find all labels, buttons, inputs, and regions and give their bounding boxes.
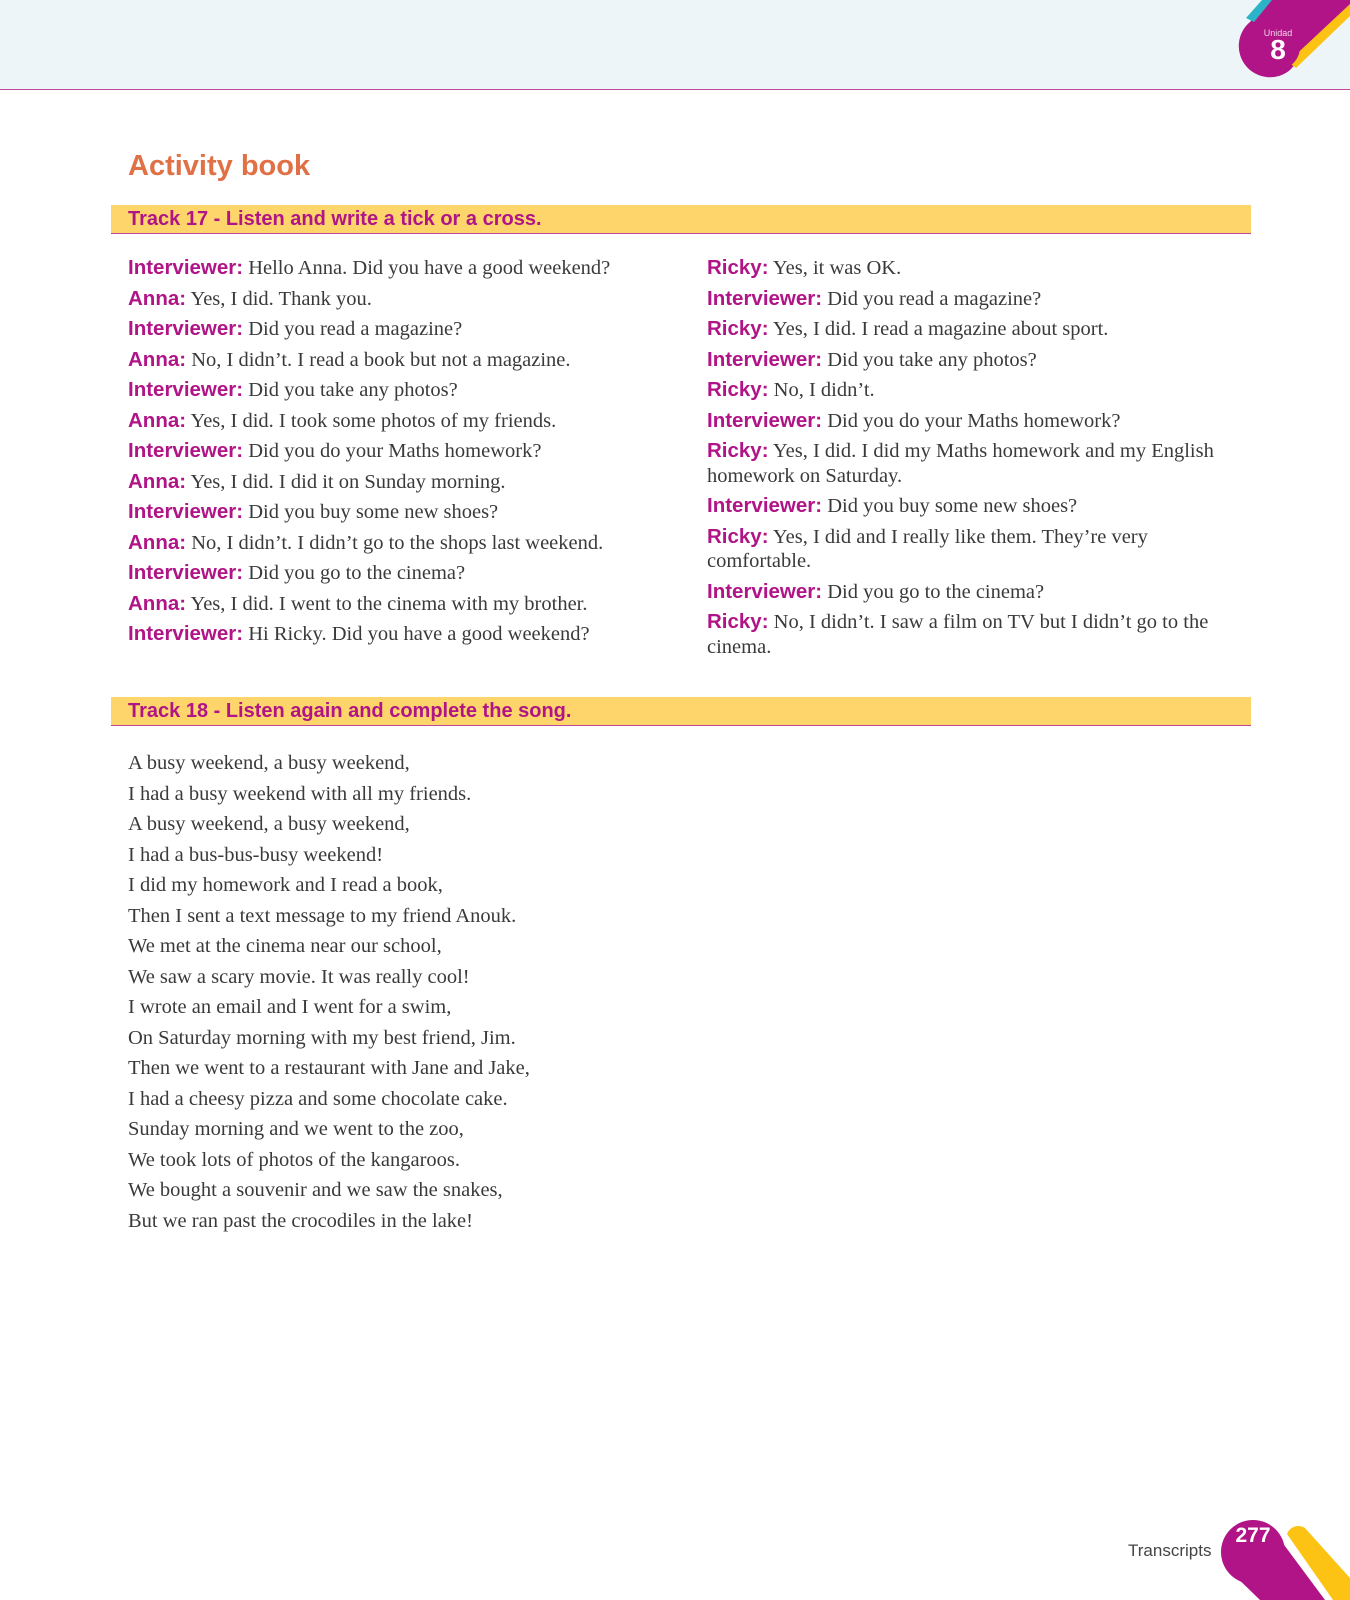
dialog-text: Did you read a magazine? xyxy=(248,318,463,340)
dialog-text: Yes, it was OK. xyxy=(772,257,902,279)
page-number: 277 xyxy=(1235,1524,1271,1547)
dialog-text: Did you buy some new shoes? xyxy=(248,501,499,523)
dialog-line xyxy=(707,378,1252,403)
dialog-text: Yes, I did. I took some photos of my friends. xyxy=(190,409,557,432)
speaker-name: Interviewer: xyxy=(128,622,244,645)
dialog-line xyxy=(707,610,1252,659)
dialog-text: Yes, I did and I really like them. They’re very comfortable. xyxy=(707,525,1148,572)
dialog-text: Did you read a magazine? xyxy=(827,287,1042,310)
dialog-line xyxy=(707,525,1252,574)
song-line: A busy weekend, a busy weekend, xyxy=(128,813,410,835)
speaker-name: Ricky: xyxy=(707,439,769,462)
dialog-line xyxy=(707,409,1252,434)
speaker-name: Interviewer: xyxy=(707,286,823,310)
dialog-text: Hi Ricky. Did you have a good weekend? xyxy=(248,623,590,645)
dialog-text: Yes, I did. I did my Maths homework and my English homework on Saturday. xyxy=(707,440,1214,487)
track-18-title: Track 18 - Listen again and complete the song. xyxy=(128,700,572,722)
speaker-name: Anna: xyxy=(128,591,187,615)
dialog-column-left xyxy=(128,256,668,653)
dialog-line xyxy=(707,580,1252,605)
song-line: We met at the cinema near our school, xyxy=(128,935,442,957)
song-line: I did my homework and I read a book, xyxy=(128,874,443,896)
dialog-text: Did you go to the cinema? xyxy=(248,562,466,584)
song-line: I had a cheesy pizza and some chocolate cake. xyxy=(128,1087,508,1110)
unit-number: 8 xyxy=(1270,34,1286,65)
speaker-name: Interviewer: xyxy=(128,317,244,340)
dialog-line xyxy=(707,256,1252,281)
speaker-name: Interviewer: xyxy=(128,256,244,279)
dialog-text: Did you go to the cinema? xyxy=(827,580,1045,603)
speaker-name: Ricky: xyxy=(707,256,769,279)
speaker-name: Anna: xyxy=(128,286,187,310)
song-line: Sunday morning and we went to the zoo, xyxy=(128,1118,464,1140)
speaker-name: Anna: xyxy=(128,408,187,432)
dialog-line xyxy=(128,439,668,464)
dialog-text: Did you take any photos? xyxy=(248,379,458,401)
dialog-text: Yes, I did. I read a magazine about sport. xyxy=(772,318,1109,340)
dialog-text: Yes, I did. Thank you. xyxy=(190,287,372,310)
header-band xyxy=(0,0,1350,90)
track-17-header xyxy=(111,205,1251,234)
dialog-line xyxy=(707,287,1252,312)
dialog-line xyxy=(128,622,668,647)
song-line: We bought a souvenir and we saw the snakes, xyxy=(128,1179,503,1201)
section-title: Activity book xyxy=(128,150,311,182)
unit-label: Unidad xyxy=(1263,28,1293,38)
dialog-text: No, I didn’t. I read a book but not a magazine. xyxy=(191,348,571,371)
dialog-line xyxy=(128,348,668,373)
dialog-text: No, I didn’t. I didn’t go to the shops last weekend. xyxy=(191,531,604,554)
speaker-name: Interviewer: xyxy=(707,579,823,603)
dialog-line xyxy=(128,470,668,495)
speaker-name: Interviewer: xyxy=(128,500,244,523)
speaker-name: Interviewer: xyxy=(707,408,823,432)
speaker-name: Anna: xyxy=(128,347,187,371)
track-17-title: Track 17 - Listen and write a tick or a cross. xyxy=(128,208,542,230)
song-line: But we ran past the crocodiles in the lake! xyxy=(128,1209,473,1232)
dialog-line xyxy=(128,256,668,281)
dialog-text: No, I didn’t. xyxy=(773,379,875,401)
song-line: We took lots of photos of the kangaroos. xyxy=(128,1148,460,1171)
dialog-text: Hello Anna. Did you have a good weekend? xyxy=(248,257,611,279)
song-line: I had a bus-bus-busy weekend! xyxy=(128,843,384,866)
song-line: We saw a scary movie. It was really cool! xyxy=(128,965,470,988)
dialog-text: Did you buy some new shoes? xyxy=(827,495,1078,517)
dialog-text: No, I didn’t. I saw a film on TV but I didn’t go to the cinema. xyxy=(707,611,1209,658)
dialog-line xyxy=(128,592,668,617)
footer-label: Transcripts xyxy=(1128,1541,1212,1560)
speaker-name: Ricky: xyxy=(707,524,769,548)
speaker-name: Interviewer: xyxy=(128,439,244,462)
speaker-name: Interviewer: xyxy=(128,378,244,401)
dialog-text: Yes, I did. I did it on Sunday morning. xyxy=(190,470,506,493)
track-18-header xyxy=(111,697,1251,726)
dialog-line xyxy=(128,287,668,312)
speaker-name: Interviewer: xyxy=(707,494,823,517)
dialog-line xyxy=(128,500,668,525)
dialog-line xyxy=(707,348,1252,373)
speaker-name: Ricky: xyxy=(707,610,769,633)
dialog-line xyxy=(128,531,668,556)
dialog-line xyxy=(128,378,668,403)
dialog-line xyxy=(707,317,1252,342)
dialog-text: Yes, I did. I went to the cinema with my brother. xyxy=(190,592,588,615)
speaker-name: Interviewer: xyxy=(128,561,244,584)
song-line: On Saturday morning with my best friend, Jim. xyxy=(128,1026,516,1049)
song-line: I wrote an email and I went for a swim, xyxy=(128,996,452,1018)
speaker-name: Ricky: xyxy=(707,378,769,401)
dialog-text: Did you take any photos? xyxy=(827,348,1037,371)
speaker-name: Anna: xyxy=(128,469,187,493)
song-lyrics xyxy=(128,748,530,1236)
speaker-name: Anna: xyxy=(128,530,187,554)
dialog-text: Did you do your Maths homework? xyxy=(248,440,542,462)
dialog-line xyxy=(707,439,1252,488)
dialog-line xyxy=(707,494,1252,519)
song-line: Then we went to a restaurant with Jane and Jake, xyxy=(128,1057,530,1079)
dialog-line xyxy=(128,561,668,586)
dialog-column-right xyxy=(707,256,1252,665)
speaker-name: Ricky: xyxy=(707,317,769,340)
dialog-line xyxy=(128,409,668,434)
speaker-name: Interviewer: xyxy=(707,347,823,371)
dialog-line xyxy=(128,317,668,342)
dialog-text: Did you do your Maths homework? xyxy=(827,409,1121,432)
song-line: Then I sent a text message to my friend Anouk. xyxy=(128,904,517,927)
song-line: A busy weekend, a busy weekend, xyxy=(128,752,410,774)
song-line: I had a busy weekend with all my friends. xyxy=(128,782,472,805)
